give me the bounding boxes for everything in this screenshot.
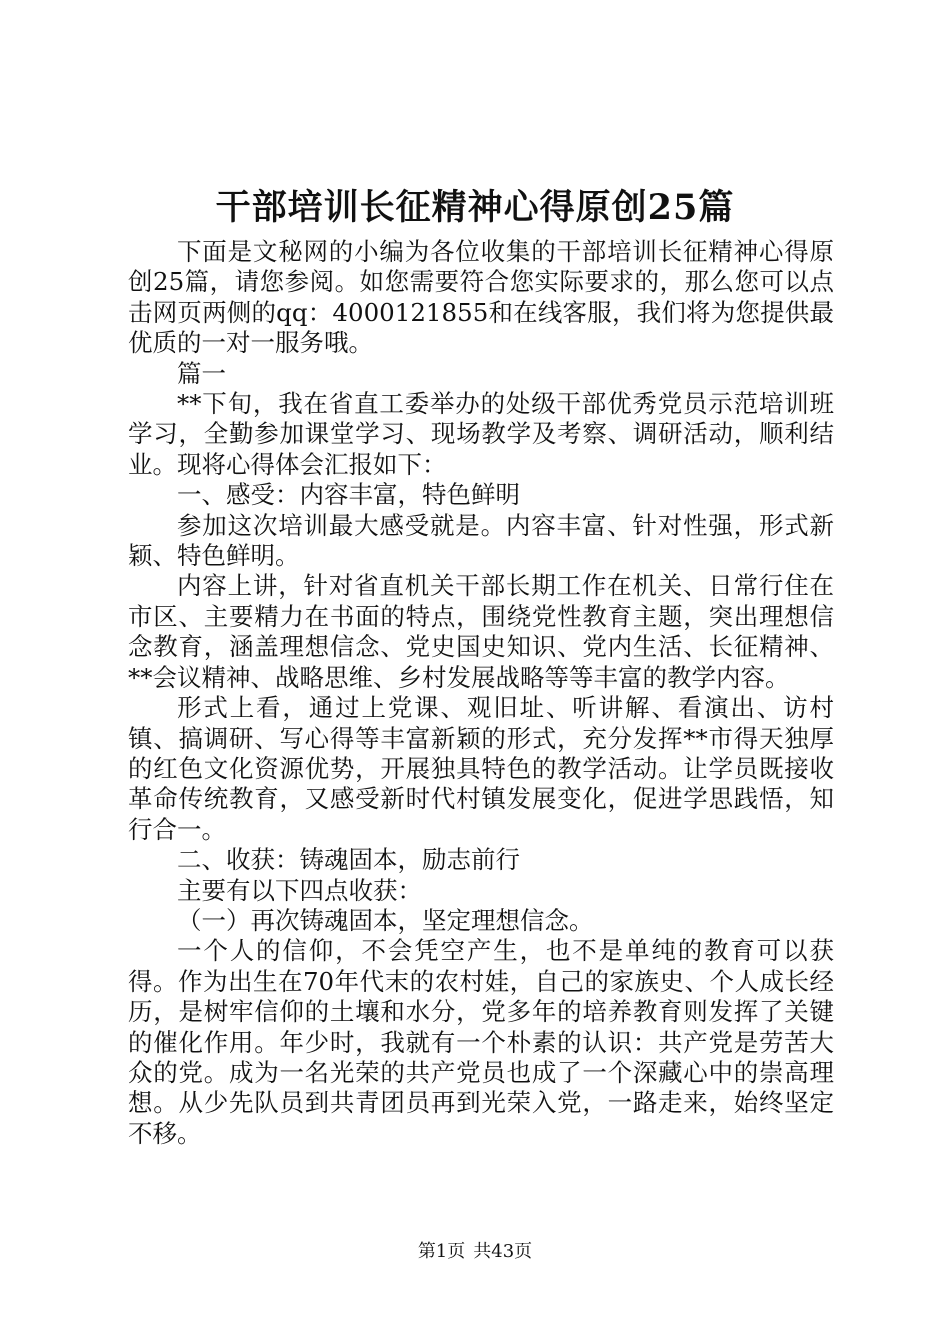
paragraph-form: 形式上看，通过上党课、观旧址、听讲解、看演出、访村镇、搞调研、写心得等丰富新颖的形式，充分发挥**市得天独厚的红色文化资源优势，开展独具特色的教学活动。让学员既接收革命传统教育，又感受新时代村镇发展变化，促进学思践悟，知行合一。 — [128, 693, 834, 844]
paragraph-belief: 一个人的信仰，不会凭空产生，也不是单纯的教育可以获得。作为出生在70年代末的农村娃，自己的家族史、个人成长经历，是树牢信仰的土壤和水分，党多年的培养教育则发挥了关键的催化作用。年少时，我就有一个朴素的认识：共产党是劳苦大众的党。成为一名光荣的共产党员也成了一个深藏心中的崇高理想。从少先队员到共青团员再到光荣入党，一路走来，始终坚定不移。 — [128, 936, 834, 1148]
paragraph-harvest-intro: 主要有以下四点收获： — [177, 875, 422, 905]
heading-harvest-one: （一）再次铸魂固本，坚定理想信念。 — [177, 905, 594, 935]
heading-harvest: 二、收获：铸魂固本，励志前行 — [177, 845, 520, 875]
paragraph-content: 内容上讲，针对省直机关干部长期工作在机关、日常行住在市区、主要精力在书面的特点，围绕党性教育主题，突出理想信念教育，涵盖理想信念、党史国史知识、党内生活、长征精神、**会议精神、战略思维、乡村发展战略等等丰富的教学内容。 — [128, 571, 834, 692]
paragraph-intro: 下面是文秘网的小编为各位收集的干部培训长征精神心得原创25篇，请您参阅。如您需要符合您实际要求的，那么您可以点击网页两侧的qq：4000121855和在线客服，我们将为您提供最优质的一对一服务哦。 — [128, 237, 834, 358]
paragraph-opening: **下旬，我在省直工委举办的处级干部优秀党员示范培训班学习，全勤参加课堂学习、现场教学及考察、调研活动，顺利结业。现将心得体会汇报如下： — [128, 389, 834, 479]
document-body — [128, 237, 834, 1149]
paragraph-feeling: 参加这次培训最大感受就是。内容丰富、针对性强，形式新颖、特色鲜明。 — [128, 510, 834, 571]
page-footer — [0, 1240, 950, 1264]
paragraph-section-label: 篇一 — [177, 358, 226, 388]
page-number: 第1页 — [417, 1241, 466, 1262]
heading-feeling: 一、感受：内容丰富，特色鲜明 — [177, 480, 520, 510]
document-title: 干部培训长征精神心得原创25篇 — [215, 187, 735, 228]
page-total: 共43页 — [473, 1241, 533, 1262]
